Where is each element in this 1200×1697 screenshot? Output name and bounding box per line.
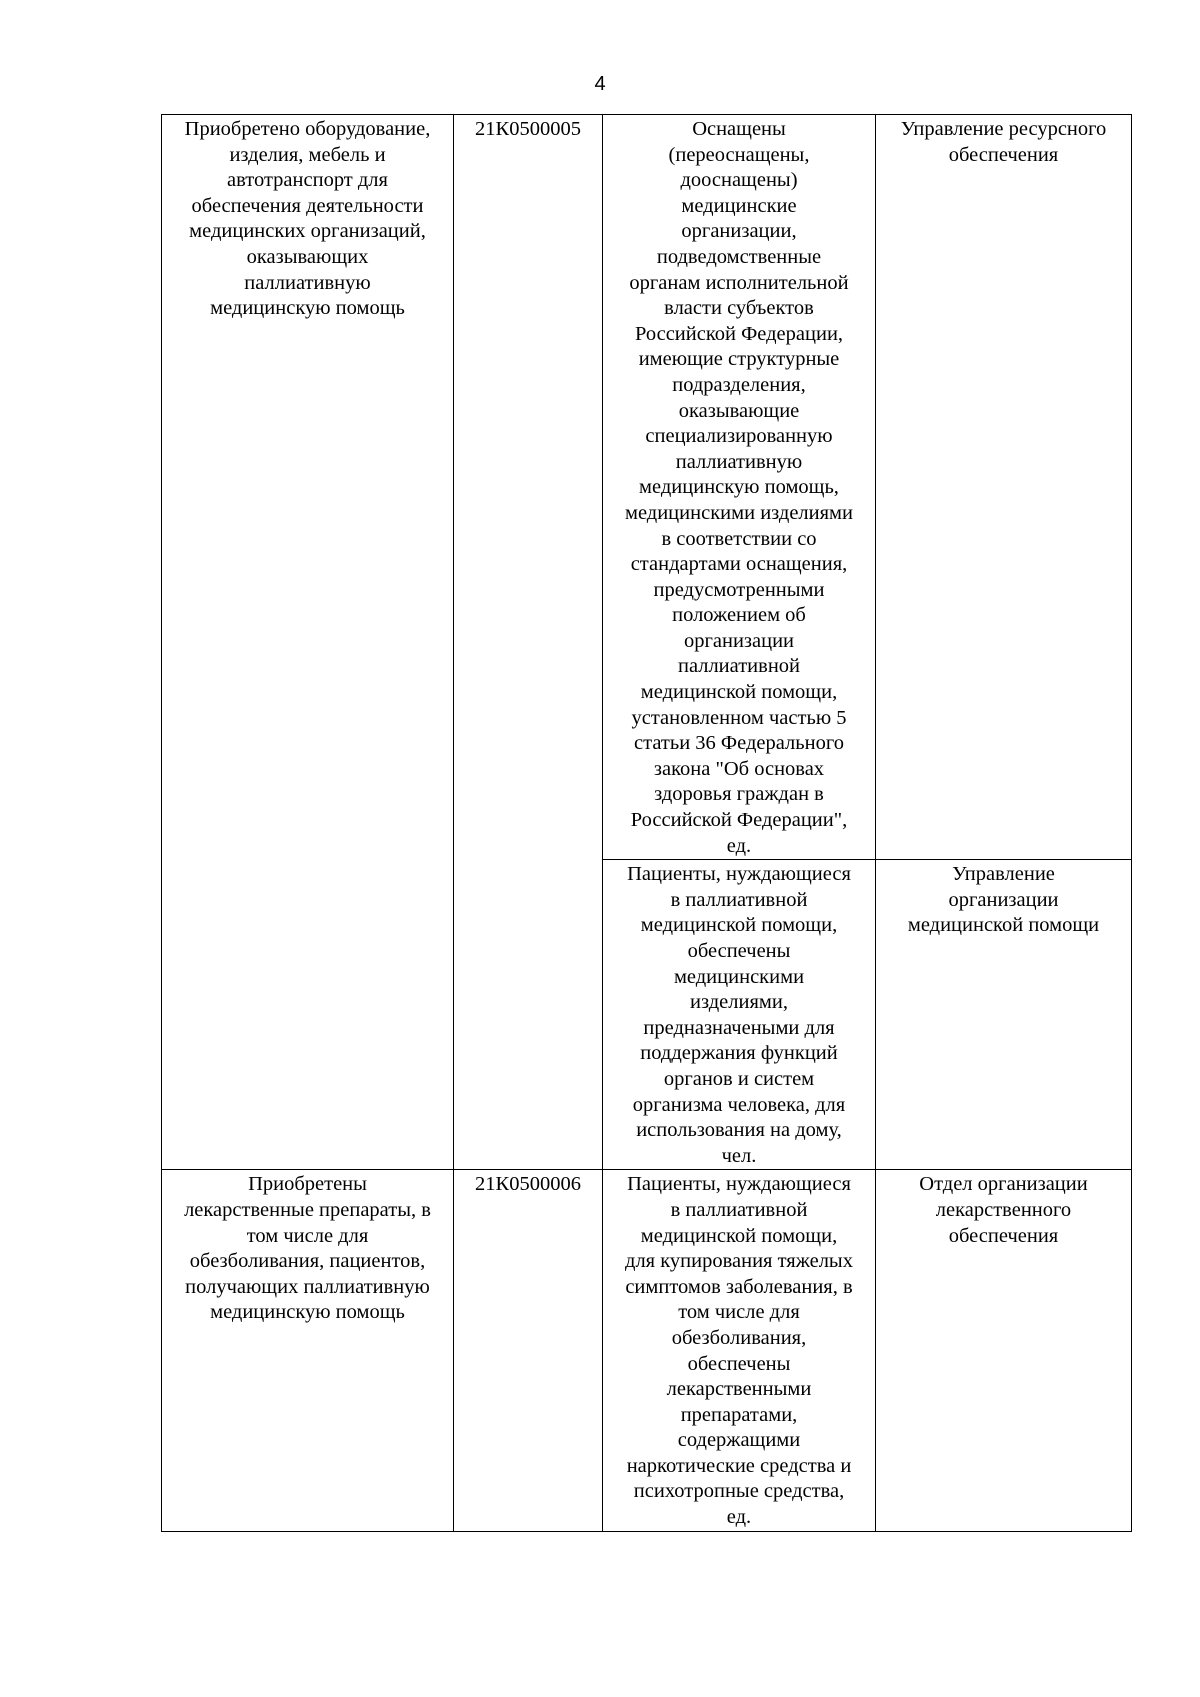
indicator-text: Пациенты, нуждающиеся в паллиативной медицинской помощи, обеспечены медицинскими изделиями, предназначеными для поддержания функций органов и систем организма человека, для использования на дому, чел. <box>627 863 851 1167</box>
result-text: Приобретены лекарственные препараты, в том числе для обезболивания, пациентов, получающих паллиативную медицинскую помощь <box>184 1173 431 1324</box>
responsible-text: Управление ресурсного обеспечения <box>900 118 1107 166</box>
responsible-text: Управление организации медицинской помощи <box>907 863 1100 937</box>
result-cell <box>162 1170 454 1531</box>
indicator-cell <box>603 115 876 860</box>
indicator-text: Пациенты, нуждающиеся в паллиативной медицинской помощи, для купирования тяжелых симптомов заболевания, в том числе для обезболивания, обеспечены лекарственными препаратами, содержащими наркотические средства и психотропные средства, ед. <box>625 1173 853 1529</box>
result-cell <box>162 115 454 1170</box>
result-code: 21К0500006 <box>475 1173 581 1196</box>
responsible-text: Отдел организации лекарственного обеспечения <box>919 1173 1088 1247</box>
indicator-cell <box>603 1170 876 1531</box>
table-row <box>162 1170 1132 1531</box>
table-row <box>162 115 1132 860</box>
indicator-cell <box>603 860 876 1170</box>
code-cell <box>454 115 603 1170</box>
responsible-cell <box>876 860 1132 1170</box>
results-table <box>161 114 1132 1532</box>
responsible-cell <box>876 115 1132 860</box>
indicator-text: Оснащены (переоснащены, дооснащены) медицинские организации, подведомственные органам исполнительной власти субъектов Российской Федерации, имеющие структурные подразделения, оказывающие специализированную паллиативную медицинскую помощь, медицинскими изделиями в соответствии со стандартами оснащения, предусмотренными положением об организации паллиативной медицинской помощи, установленном частью 5 статьи 36 Федерального закона "Об основах здоровья граждан в Российской Федерации", ед. <box>624 118 853 857</box>
result-text: Приобретено оборудование, изделия, мебель и автотранспорт для обеспечения деятельности медицинских организаций, оказывающих паллиативную медицинскую помощь <box>184 118 431 320</box>
responsible-cell <box>876 1170 1132 1531</box>
page-number: 4 <box>594 73 606 95</box>
code-cell <box>454 1170 603 1531</box>
result-code: 21К0500005 <box>475 118 581 140</box>
